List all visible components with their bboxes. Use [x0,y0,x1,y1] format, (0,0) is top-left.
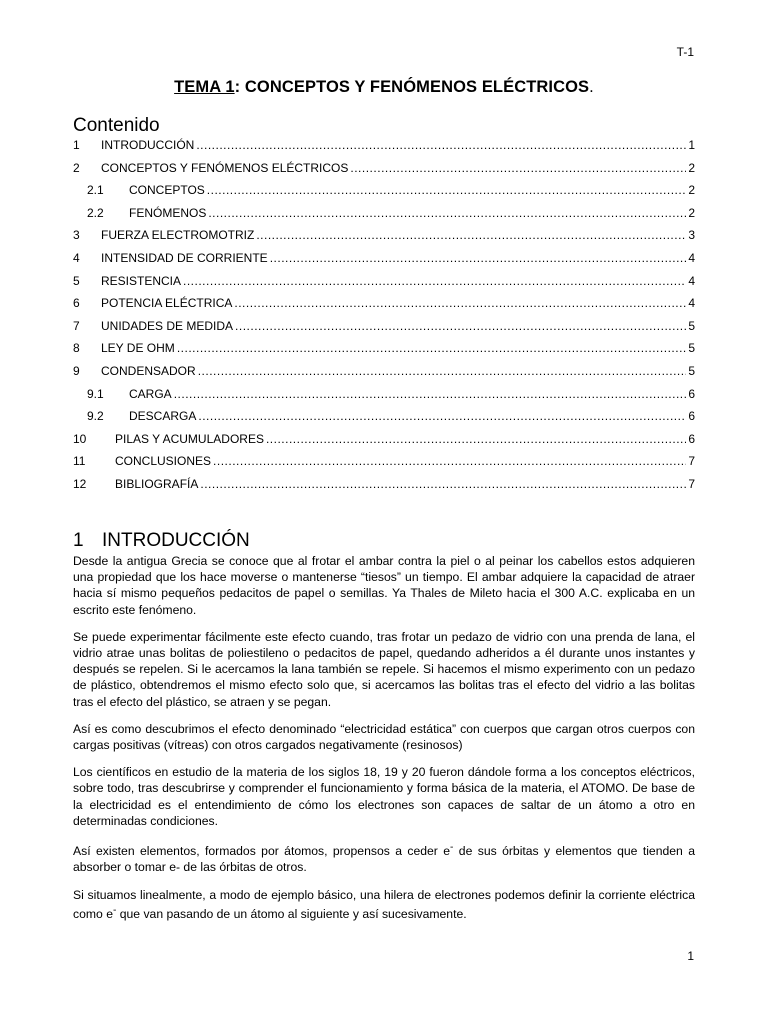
toc-dot-leader [213,454,686,468]
toc-entry[interactable] [73,183,695,206]
toc-entry[interactable] [73,319,695,342]
toc-entry-label: DESCARGA [129,409,197,424]
title-prefix: TEMA 1 [174,78,235,96]
toc-entry-number: 3 [73,228,80,243]
page-title [0,78,768,97]
paragraph: Desde la antigua Grecia se conoce que al frotar el ambar contra la piel o al peinar los cabellos estos adquieren una propiedad que los hace moverse o mantenerse “tiesos” un tiempo. El ambar adquiere la capacidad de atraer hacia sí mismo pequeños pedacitos de papel o semillas. Ya Thales de Mileto hacia el 300 A.C. explicaba en un escrito este fenómeno. [73,554,695,617]
toc-entry-number: 1 [73,138,80,152]
title-rest: : CONCEPTOS Y FENÓMENOS ELÉCTRICOS [234,78,590,96]
toc-entry[interactable] [73,341,695,364]
toc-entry-label: POTENCIA ELÉCTRICA [101,296,233,311]
toc-entry[interactable] [73,387,695,410]
toc-entry-label: INTENSIDAD DE CORRIENTE [101,250,268,265]
toc-entry-page: 2 [688,183,695,198]
toc-dot-leader [256,228,686,242]
section-number: 1 [73,530,84,551]
toc-entry[interactable] [73,206,695,229]
toc-entry[interactable] [73,454,695,477]
toc-entry-page: 5 [688,363,695,378]
toc-dot-leader [183,274,686,288]
toc-entry-label: FENÓMENOS [129,205,207,220]
toc-entry[interactable] [73,251,695,274]
toc-entry-number: 12 [73,476,87,491]
toc-entry[interactable] [73,477,695,500]
toc-dot-leader [200,477,686,491]
paragraph-text: de sus órbitas y elementos que tienden a absorber o tomar e- de las órbitas de otros. [73,844,695,875]
paragraph: Los científicos en estudio de la materia de los siglos 18, 19 y 20 fueron dándole forma a los conceptos eléctricos, sobre todo, tras descubrirse y comprender el funcionamiento y forma básica de la materia, el ATOMO. De base de la electricidad es el entendimiento de cómo los electrones son capaces de saltar de un átomo a otro en determinadas condiciones. [73,765,695,828]
toc-dot-leader [198,364,687,378]
toc-entry-number: 7 [73,318,80,333]
toc-entry-label: CONCEPTOS Y FENÓMENOS ELÉCTRICOS [101,160,349,175]
section-body [73,553,695,933]
toc-dot-leader [235,319,686,333]
toc-entry-label: UNIDADES DE MEDIDA [101,318,234,333]
toc-entry[interactable] [73,228,695,251]
toc-dot-leader [234,296,686,310]
toc-entry-label: FUERZA ELECTROMOTRIZ [101,228,255,243]
superscript: - [112,904,117,916]
toc-entry-page: 5 [688,318,695,333]
toc-entry-label: CARGA [129,386,172,401]
toc-dot-leader [196,138,686,152]
toc-entry-number: 11 [73,454,86,469]
toc-entry-number: 2.2 [87,205,104,220]
toc-entry-number: 9 [73,363,80,378]
toc-entry-page: 7 [688,454,695,469]
table-of-contents [73,138,695,500]
toc-entry-page: 4 [688,273,695,288]
toc-dot-leader [208,206,686,220]
paragraph: Se puede experimentar fácilmente este efecto cuando, tras frotar un pedazo de vidrio con una prenda de lana, el vidrio atrae unas bolitas de poliestileno o pedacitos de papel, quedando adheridos a él durante unos instantes y después se repelen. Si le acercamos la lana también se repele. Si hacemos el mismo experimento con un pedazo de plástico, obtendremos el mismo efecto solo que, si acercamos las bolitas tras el efecto del vidrio a las bolitas tras el efecto del plástico, se atraen y se pegan. [73,629,695,709]
toc-entry[interactable] [73,274,695,297]
toc-entry-label: RESISTENCIA [101,273,182,288]
title-end: . [589,78,594,96]
toc-entry-page: 7 [688,476,695,491]
toc-dot-leader [177,341,687,355]
page-number: 1 [687,949,694,963]
toc-dot-leader [270,251,687,265]
paragraph-text: Así existen elementos, formados por átomos, propensos a ceder e [73,844,451,859]
toc-dot-leader [266,432,686,446]
toc-entry-label: INTRODUCCIÓN [101,138,195,152]
toc-entry-page: 6 [688,431,695,446]
toc-entry-page: 4 [688,296,695,311]
toc-entry-label: LEY DE OHM [101,341,175,356]
toc-entry[interactable] [73,432,695,455]
toc-entry-number: 2.1 [87,183,104,198]
toc-entry[interactable] [73,138,695,161]
toc-dot-leader [174,387,687,401]
toc-entry-label: CONCEPTOS [129,183,205,198]
toc-dot-leader [207,183,687,197]
toc-entry-number: 9.1 [87,386,104,401]
section-heading [73,530,250,552]
toc-entry-number: 9.2 [87,409,104,424]
toc-entry-number: 8 [73,341,80,356]
toc-dot-leader [198,409,686,423]
paragraph-text: que van pasando de un átomo al siguiente y así sucesivamente. [116,906,467,921]
toc-entry[interactable] [73,364,695,387]
paragraph-text: Si situamos linealmente, a modo de ejemplo básico, una hilera de electrones podemos definir la corriente eléctrica como e [73,887,695,921]
toc-entry-page: 1 [688,138,695,152]
header-code: T-1 [676,45,694,59]
paragraph: Así es como descubrimos el efecto denominado “electricidad estática” con cuerpos que cargan otros cuerpos con cargas positivas (vítreas) con otros cargados negativamente (resinosos) [73,721,695,753]
toc-dot-leader [350,161,686,175]
toc-entry-number: 5 [73,273,80,288]
toc-entry-page: 3 [688,228,695,243]
toc-entry[interactable] [73,161,695,184]
toc-entry-label: CONCLUSIONES [115,454,212,469]
toc-entry-number: 10 [73,431,87,446]
section-title: INTRODUCCIÓN [102,530,250,551]
paragraph [73,840,695,875]
toc-entry-page: 6 [688,386,695,401]
toc-entry-page: 4 [688,250,695,265]
toc-entry-number: 6 [73,296,80,311]
toc-entry-page: 5 [688,341,695,356]
toc-entry-label: CONDENSADOR [101,363,196,378]
toc-entry-label: BIBLIOGRAFÍA [115,476,199,491]
toc-entry-page: 6 [688,409,695,424]
toc-heading: Contenido [73,115,160,136]
toc-entry[interactable] [73,409,695,432]
toc-entry[interactable] [73,296,695,319]
toc-entry-label: PILAS Y ACUMULADORES [115,431,264,446]
toc-entry-number: 2 [73,160,80,175]
toc-entry-page: 2 [688,205,695,220]
toc-entry-page: 2 [688,160,695,175]
paragraph [73,887,695,922]
toc-entry-number: 4 [73,250,80,265]
superscript: - [450,842,454,854]
